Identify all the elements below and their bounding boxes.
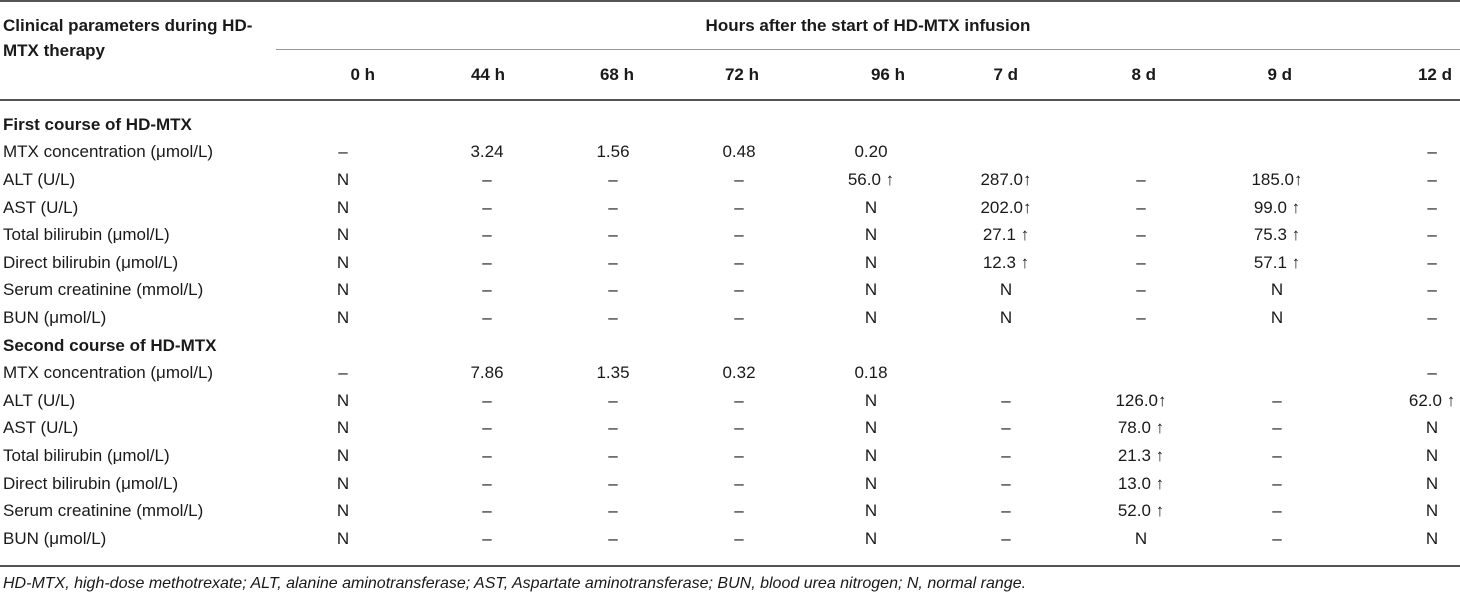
table-cell: – bbox=[1427, 169, 1437, 189]
table-cell: – bbox=[482, 418, 492, 438]
table-cell: – bbox=[1136, 307, 1146, 327]
table-cell: – bbox=[482, 501, 492, 521]
table-cell bbox=[939, 359, 1074, 387]
table-cell: – bbox=[338, 142, 348, 162]
table-cell: – bbox=[1272, 528, 1282, 548]
table-cell: N bbox=[864, 473, 878, 493]
table-cell: 0.18 bbox=[854, 363, 888, 383]
table-cell: – bbox=[734, 252, 744, 272]
table-cell: – bbox=[608, 445, 618, 465]
header-bottom-rule bbox=[0, 99, 1460, 101]
table-cell: – bbox=[608, 473, 618, 493]
row-label: ALT (U/L) bbox=[3, 390, 76, 410]
table-cell: – bbox=[482, 252, 492, 272]
table-cell: – bbox=[1427, 225, 1437, 245]
column-header: 68 h bbox=[599, 65, 634, 84]
table-cell: – bbox=[1136, 280, 1146, 300]
table-cell: N bbox=[1425, 418, 1439, 438]
table-cell: 0.20 bbox=[854, 142, 888, 162]
table-cell: N bbox=[336, 418, 350, 438]
table-cell: – bbox=[734, 473, 744, 493]
table-cell: – bbox=[608, 197, 618, 217]
table-cell: – bbox=[608, 501, 618, 521]
table-cell: – bbox=[482, 390, 492, 410]
row-label: ALT (U/L) bbox=[3, 169, 76, 189]
table-cell: – bbox=[608, 252, 618, 272]
table-cell: – bbox=[1136, 225, 1146, 245]
table-cell: N bbox=[864, 418, 878, 438]
table-cell: – bbox=[1427, 252, 1437, 272]
table-cell: – bbox=[1001, 473, 1011, 493]
column-header: 8 d bbox=[1131, 65, 1156, 84]
table-cell: – bbox=[1136, 169, 1146, 189]
table-row bbox=[0, 442, 1460, 470]
table-cell: – bbox=[1427, 307, 1437, 327]
table-cell: – bbox=[482, 307, 492, 327]
table-cell: N bbox=[864, 197, 878, 217]
table-cell: – bbox=[734, 280, 744, 300]
table-cell: N bbox=[336, 473, 350, 493]
table-row bbox=[0, 166, 1460, 194]
span-underline bbox=[276, 49, 1460, 50]
table-cell: – bbox=[1272, 501, 1282, 521]
table-cell: N bbox=[999, 307, 1013, 327]
table-cell: – bbox=[482, 473, 492, 493]
table-cell: 0.32 bbox=[722, 363, 756, 383]
column-header: 72 h bbox=[724, 65, 759, 84]
column-header: 96 h bbox=[870, 65, 905, 84]
table-cell: N bbox=[1270, 307, 1284, 327]
table-cell: – bbox=[1427, 197, 1437, 217]
bottom-rule bbox=[0, 565, 1460, 567]
table-cell: 21.3 ↑ bbox=[1117, 445, 1165, 465]
table-cell: – bbox=[608, 307, 618, 327]
table-cell: – bbox=[608, 418, 618, 438]
table-cell bbox=[1210, 359, 1345, 387]
table-cell: – bbox=[482, 528, 492, 548]
row-label: Serum creatinine (mmol/L) bbox=[3, 280, 204, 300]
table-cell: – bbox=[608, 225, 618, 245]
table-cell: – bbox=[1272, 445, 1282, 465]
table-cell: – bbox=[1272, 390, 1282, 410]
table-cell: – bbox=[338, 363, 348, 383]
table-cell: – bbox=[734, 197, 744, 217]
table-row bbox=[0, 359, 1460, 387]
table-cell: N bbox=[999, 280, 1013, 300]
table-cell: N bbox=[1425, 528, 1439, 548]
table-cell: N bbox=[864, 307, 878, 327]
section-title: First course of HD-MTX bbox=[3, 114, 192, 134]
row-label: Direct bilirubin (μmol/L) bbox=[3, 473, 179, 493]
table-cell: N bbox=[1270, 280, 1284, 300]
row-label: Total bilirubin (μmol/L) bbox=[3, 445, 170, 465]
table-row bbox=[0, 525, 1460, 553]
table-cell: – bbox=[1136, 252, 1146, 272]
table-footnote: HD-MTX, high-dose methotrexate; ALT, alanine aminotransferase; AST, Aspartate aminotransferase; BUN, blood urea nitrogen; N, normal range. bbox=[3, 575, 1027, 592]
table-cell: 202.0↑ bbox=[980, 197, 1032, 217]
time-span-header: Hours after the start of HD-MTX infusion bbox=[705, 16, 1031, 35]
table-cell: N bbox=[864, 280, 878, 300]
column-header: 0 h bbox=[350, 65, 375, 84]
table-cell: N bbox=[1425, 501, 1439, 521]
table-cell: – bbox=[1136, 197, 1146, 217]
table-row bbox=[0, 470, 1460, 498]
table-cell: – bbox=[1272, 418, 1282, 438]
table-cell: 75.3 ↑ bbox=[1253, 225, 1301, 245]
table-cell: – bbox=[1001, 445, 1011, 465]
table-cell: 1.35 bbox=[596, 363, 630, 383]
table-cell: N bbox=[336, 252, 350, 272]
row-label: MTX concentration (μmol/L) bbox=[3, 142, 214, 162]
column-header: 12 d bbox=[1417, 65, 1452, 84]
table-cell: – bbox=[734, 307, 744, 327]
table-cell: – bbox=[734, 169, 744, 189]
table-cell: N bbox=[336, 280, 350, 300]
table-cell: – bbox=[608, 280, 618, 300]
table-cell: – bbox=[1427, 280, 1437, 300]
table-row bbox=[0, 249, 1460, 277]
table-cell: 52.0 ↑ bbox=[1117, 501, 1165, 521]
table-row bbox=[0, 139, 1460, 167]
table-cell: N bbox=[864, 390, 878, 410]
table-cell: – bbox=[482, 197, 492, 217]
table-cell: – bbox=[734, 225, 744, 245]
table-row bbox=[0, 221, 1460, 249]
table-cell: 7.86 bbox=[470, 363, 504, 383]
table-cell: – bbox=[608, 390, 618, 410]
table-cell: 99.0 ↑ bbox=[1253, 197, 1301, 217]
table-row bbox=[0, 415, 1460, 443]
table-cell: N bbox=[336, 445, 350, 465]
row-label: BUN (μmol/L) bbox=[3, 307, 107, 327]
table-cell bbox=[939, 139, 1074, 167]
table-cell bbox=[1074, 139, 1209, 167]
table-cell: – bbox=[608, 169, 618, 189]
section-header-row bbox=[0, 111, 1460, 139]
table-row bbox=[0, 277, 1460, 305]
table-row bbox=[0, 497, 1460, 525]
row-label: AST (U/L) bbox=[3, 418, 79, 438]
table-cell: 126.0↑ bbox=[1115, 390, 1167, 410]
table-cell bbox=[1074, 359, 1209, 387]
row-label: MTX concentration (μmol/L) bbox=[3, 363, 214, 383]
table-cell: – bbox=[1272, 473, 1282, 493]
table-cell: – bbox=[482, 280, 492, 300]
table-cell bbox=[1210, 139, 1345, 167]
table-cell: – bbox=[734, 528, 744, 548]
row-label: Direct bilirubin (μmol/L) bbox=[3, 252, 179, 272]
table-cell: N bbox=[864, 225, 878, 245]
table-cell: 0.48 bbox=[722, 142, 756, 162]
table-cell: – bbox=[734, 501, 744, 521]
row-label: BUN (μmol/L) bbox=[3, 528, 107, 548]
table-cell: – bbox=[1001, 501, 1011, 521]
table-cell: N bbox=[1425, 473, 1439, 493]
table-cell: N bbox=[336, 528, 350, 548]
table-cell: N bbox=[336, 501, 350, 521]
table-cell: 12.3 ↑ bbox=[982, 252, 1030, 272]
table-cell: 287.0↑ bbox=[980, 169, 1032, 189]
table-cell: 62.0 ↑ bbox=[1408, 390, 1456, 410]
table-cell: N bbox=[336, 307, 350, 327]
table-cell: – bbox=[734, 418, 744, 438]
table-cell: 56.0 ↑ bbox=[847, 169, 895, 189]
table-cell: – bbox=[734, 445, 744, 465]
table-cell: N bbox=[336, 225, 350, 245]
table-cell: – bbox=[1001, 528, 1011, 548]
table-cell: N bbox=[864, 501, 878, 521]
data-table bbox=[0, 111, 1460, 553]
table-cell: – bbox=[1427, 142, 1437, 162]
table-cell: N bbox=[864, 528, 878, 548]
table-cell: 1.56 bbox=[596, 142, 630, 162]
table-cell: 13.0 ↑ bbox=[1117, 473, 1165, 493]
table-cell: 3.24 bbox=[470, 142, 504, 162]
table-cell: – bbox=[734, 390, 744, 410]
column-header: 7 d bbox=[993, 65, 1018, 84]
table-cell: – bbox=[482, 225, 492, 245]
table-cell: N bbox=[336, 169, 350, 189]
table-cell: – bbox=[482, 169, 492, 189]
table-row bbox=[0, 194, 1460, 222]
table-cell: N bbox=[864, 252, 878, 272]
table-cell: N bbox=[336, 197, 350, 217]
table-cell: – bbox=[608, 528, 618, 548]
table-cell: N bbox=[336, 390, 350, 410]
top-rule bbox=[0, 0, 1460, 2]
table-cell: 185.0↑ bbox=[1251, 169, 1303, 189]
table-row bbox=[0, 387, 1460, 415]
table-cell: – bbox=[1001, 418, 1011, 438]
row-label: Total bilirubin (μmol/L) bbox=[3, 225, 170, 245]
row-label: Serum creatinine (mmol/L) bbox=[3, 501, 204, 521]
table-cell: N bbox=[1134, 528, 1148, 548]
column-header: 44 h bbox=[470, 65, 505, 84]
table-cell: – bbox=[1001, 390, 1011, 410]
table-cell: N bbox=[1425, 445, 1439, 465]
row-label: AST (U/L) bbox=[3, 197, 79, 217]
section-title: Second course of HD-MTX bbox=[3, 335, 217, 355]
column-header: 9 d bbox=[1267, 65, 1292, 84]
table-cell: N bbox=[864, 445, 878, 465]
table-row bbox=[0, 304, 1460, 332]
table-cell: – bbox=[1427, 363, 1437, 383]
table-cell: 57.1 ↑ bbox=[1253, 252, 1301, 272]
table-cell: – bbox=[482, 445, 492, 465]
section-header-row bbox=[0, 332, 1460, 360]
table-cell: 27.1 ↑ bbox=[982, 225, 1030, 245]
table-cell: 78.0 ↑ bbox=[1117, 418, 1165, 438]
parameter-column-header: Clinical parameters during HD-MTX therapy bbox=[3, 16, 253, 60]
